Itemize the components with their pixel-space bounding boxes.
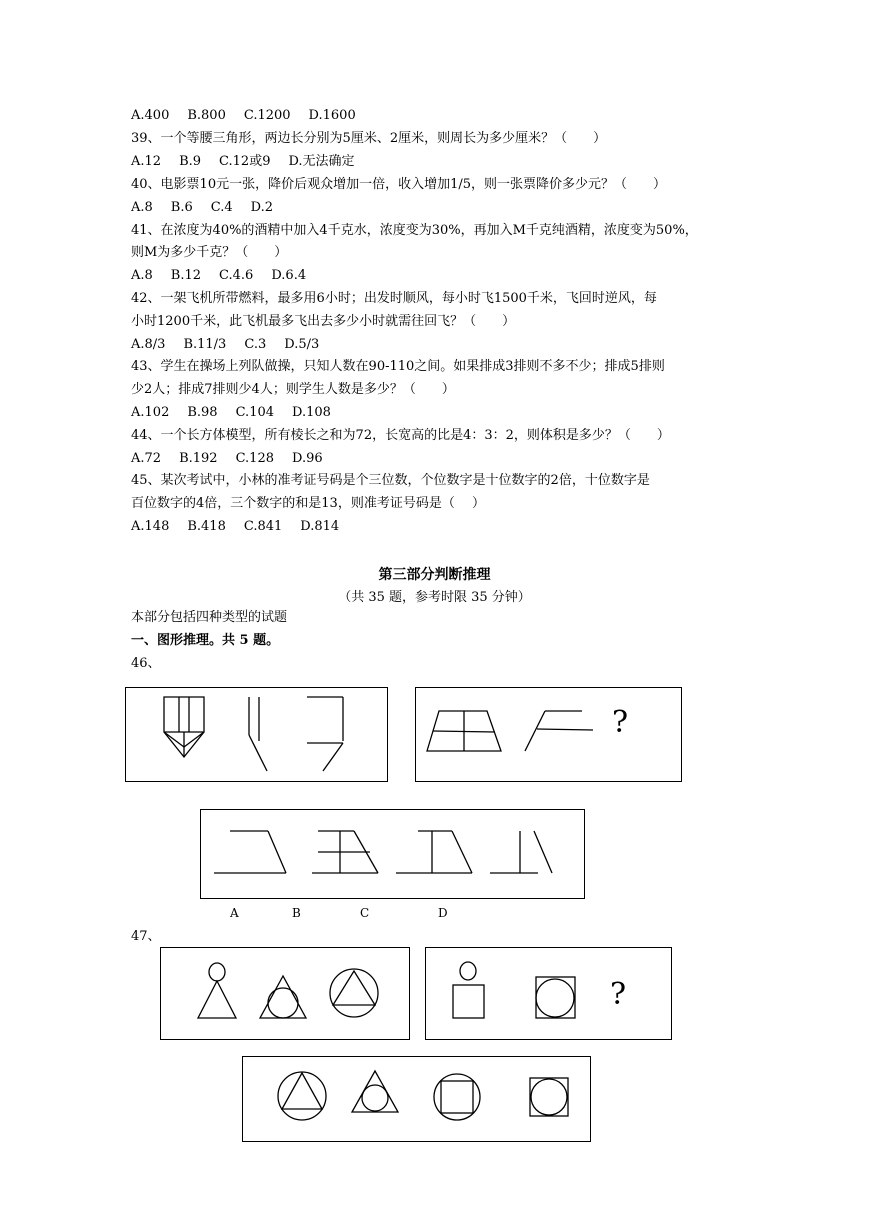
- q42-stem-line1: 42、一架飞机所带燃料，最多用6小时；出发时顺风，每小时飞1500千米，飞回时逆风，每: [131, 291, 657, 306]
- option: A.8: [131, 268, 153, 283]
- q46-label-d: D: [438, 906, 448, 920]
- q47-figures-set-1: [160, 947, 410, 1040]
- option: B.9: [179, 154, 202, 169]
- q43-stem-line1: 43、学生在操场上列队做操，只知人数在90-110之间。如果排成3排则不多不少；排成5排则: [131, 359, 665, 374]
- option: B.98: [187, 405, 218, 420]
- q39-stem: 39、一个等腰三角形，两边长分别为5厘米、2厘米，则周长为多少厘米？（ ）: [131, 131, 607, 146]
- q40-stem: 40、电影票10元一张，降价后观众增加一倍，收入增加1/5，则一张票降价多少元？（ ）: [131, 177, 667, 192]
- option: C.3: [244, 337, 267, 352]
- option: A.8/3: [131, 337, 166, 352]
- option: D.108: [292, 405, 331, 420]
- section-subtitle: （共 35 题，参考时限 35 分钟）: [338, 590, 531, 605]
- q47-figures-set-2: [425, 947, 672, 1040]
- option: A.8: [131, 200, 153, 215]
- q45-stem-line2: 百位数字的4倍，三个数字的和是13，则准考证号码是（ ）: [131, 496, 485, 511]
- option: A.72: [131, 451, 162, 466]
- option: A.400: [131, 108, 170, 123]
- q39-options: [131, 154, 355, 170]
- q46-answer-figures: [200, 809, 585, 899]
- q41-options: [131, 268, 306, 284]
- q40-options: [131, 200, 273, 216]
- q43-stem-line2: 少2人；排成7排则少4人；则学生人数是多少？（ ）: [131, 382, 455, 397]
- q46-figures-set-1: [125, 687, 388, 782]
- section-title: 第三部分判断推理: [378, 567, 491, 583]
- q47-number: 47、: [131, 929, 161, 944]
- section-intro: 本部分包括四种类型的试题: [131, 610, 288, 625]
- q45-options: [131, 519, 339, 535]
- option: A.148: [131, 519, 170, 534]
- option: C.4: [210, 200, 233, 215]
- option: D.2: [250, 200, 274, 215]
- option: D.96: [292, 451, 323, 466]
- option: D.1600: [308, 108, 356, 123]
- option: B.418: [187, 519, 226, 534]
- option: C.1200: [243, 108, 291, 123]
- option: A.102: [131, 405, 170, 420]
- q45-stem-line1: 45、某次考试中，小林的准考证号码是个三位数，个位数字是十位数字的2倍，十位数字是: [131, 473, 650, 488]
- q43-options: [131, 405, 331, 421]
- q38-options: [131, 108, 356, 124]
- q46-label-c: C: [360, 906, 370, 920]
- option: C.12或9: [219, 154, 271, 169]
- option: D.814: [300, 519, 340, 534]
- q46-label-b: B: [292, 906, 301, 920]
- q44-stem: 44、一个长方体模型，所有棱长之和为72，长宽高的比是4：3：2，则体积是多少？（ ）: [131, 428, 670, 443]
- option: A.12: [131, 154, 162, 169]
- q47-question-mark: ?: [610, 977, 627, 1012]
- q41-stem-line1: 41、在浓度为40%的酒精中加入4千克水，浓度变为30%，再加入M千克纯酒精，浓度变为50%，: [131, 223, 698, 238]
- option: C.104: [235, 405, 275, 420]
- option: C.128: [235, 451, 274, 466]
- option: D.5/3: [284, 337, 320, 352]
- q46-figures-set-2: [415, 687, 682, 782]
- option: C.841: [243, 519, 283, 534]
- q42-options: [131, 337, 319, 353]
- q46-question-mark: ?: [612, 705, 629, 740]
- q46-label-a: A: [230, 906, 239, 920]
- option: C.4.6: [219, 268, 254, 283]
- option: B.12: [170, 268, 202, 283]
- option: B.800: [187, 108, 226, 123]
- option: B.192: [179, 451, 218, 466]
- q47-answer-figures: [242, 1056, 591, 1142]
- option: B.11/3: [183, 337, 227, 352]
- q44-options: [131, 451, 323, 467]
- q46-number: 46、: [131, 656, 161, 671]
- option: D.无法确定: [288, 154, 355, 169]
- option: B.6: [170, 200, 193, 215]
- q41-stem-line2: 则M为多少千克？（ ）: [131, 245, 288, 260]
- part-heading: 一、图形推理。共 5 题。: [131, 633, 280, 648]
- option: D.6.4: [271, 268, 307, 283]
- q42-stem-line2: 小时1200千米，此飞机最多飞出去多少小时就需往回飞？（ ）: [131, 314, 516, 329]
